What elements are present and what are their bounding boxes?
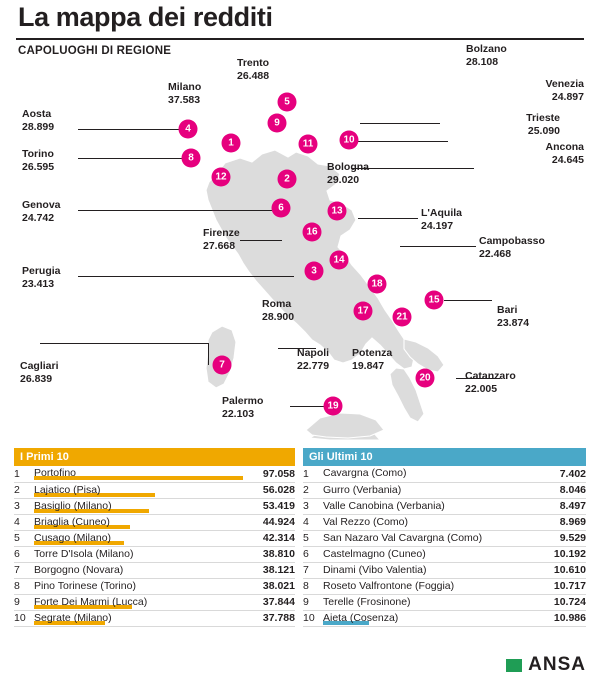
row-position: 3 (303, 500, 309, 512)
map-label-trento (237, 57, 269, 82)
row-position: 6 (303, 548, 309, 560)
table-row[interactable] (303, 514, 586, 530)
table-row[interactable] (303, 546, 586, 562)
map-dot-18[interactable]: 18 (368, 275, 387, 294)
row-value: 9.529 (559, 532, 586, 544)
map-label-bologna-name: Bologna (327, 161, 369, 173)
map-label-ancona-name: Ancona (545, 141, 584, 153)
map-dot-6[interactable]: 6 (272, 199, 291, 218)
map-dot-19[interactable]: 19 (324, 397, 343, 416)
map-label-napoli-name: Napoli (297, 347, 330, 359)
map-label-trento-value: 26.488 (237, 69, 270, 82)
table-row[interactable] (14, 578, 295, 594)
map-dot-15[interactable]: 15 (425, 291, 444, 310)
map-label-cagliari-name: Cagliari (20, 360, 59, 372)
map-label-perugia (22, 265, 61, 290)
map-dot-10[interactable]: 10 (340, 131, 359, 150)
leader-line-ancona (352, 168, 474, 169)
row-position: 10 (14, 612, 26, 624)
map-label-cagliari-value: 26.839 (20, 372, 53, 385)
leader-line-torino (78, 158, 186, 159)
row-position: 9 (303, 596, 309, 608)
map-label-aosta-value: 28.899 (22, 120, 55, 133)
map-label-milano (168, 81, 201, 106)
table-bottom10-heading: Gli Ultimi 10 (303, 448, 586, 466)
map-label-catanzaro-value: 22.005 (465, 382, 498, 395)
row-value: 53.419 (262, 500, 295, 512)
leader-line-cagliari-v (208, 343, 209, 365)
map-label-roma (262, 298, 294, 323)
leader-line-aosta (78, 129, 186, 130)
leader-line-trieste (352, 141, 448, 142)
footer (528, 654, 586, 674)
map-label-trento-name: Trento (237, 57, 270, 69)
map-label-ancona (476, 141, 584, 166)
map-label-venezia-name: Venezia (545, 78, 584, 90)
row-name: Val Rezzo (Como) (323, 515, 408, 528)
map-dot-8[interactable]: 8 (182, 149, 201, 168)
row-value: 8.497 (559, 500, 586, 512)
map-label-bolzano-value: 28.108 (466, 55, 499, 68)
row-value: 8.969 (559, 516, 586, 528)
map-label-milano-value: 37.583 (168, 93, 201, 106)
row-value: 10.724 (553, 596, 586, 608)
row-position: 8 (303, 580, 309, 592)
map-label-potenza (352, 347, 392, 372)
row-value: 38.810 (262, 548, 295, 560)
row-value: 38.121 (262, 564, 295, 576)
map-label-roma-name: Roma (262, 298, 292, 310)
table-bottom10 (303, 448, 586, 627)
map-label-perugia-name: Perugia (22, 265, 61, 277)
row-position: 4 (14, 516, 20, 528)
map-label-napoli (297, 347, 329, 372)
row-position: 5 (14, 532, 20, 544)
table-top10-heading: I Primi 10 (14, 448, 295, 466)
map-dot-5[interactable]: 5 (278, 93, 297, 112)
map-label-cagliari (20, 360, 59, 385)
map-label-torino-value: 26.595 (22, 160, 55, 173)
table-row[interactable] (14, 498, 295, 514)
row-name: Pino Torinese (Torino) (34, 579, 136, 592)
table-row[interactable] (14, 482, 295, 498)
row-name: Portofino (34, 466, 243, 482)
row-value: 10.610 (553, 564, 586, 576)
page-subtitle: CAPOLUOGHI DI REGIONE (18, 45, 172, 57)
map-dot-12[interactable]: 12 (212, 168, 231, 187)
table-row[interactable] (303, 498, 586, 514)
ansa-logo-mark-icon (506, 659, 522, 672)
leader-line-perugia (78, 276, 294, 277)
row-name: Basiglio (Milano) (34, 498, 243, 514)
map-label-milano-name: Milano (168, 81, 202, 93)
map-label-ancona-value: 24.645 (551, 153, 584, 166)
row-value: 42.314 (262, 532, 295, 544)
map-label-palermo (222, 395, 263, 420)
map-dot-1[interactable]: 1 (222, 134, 241, 153)
row-position: 10 (303, 612, 315, 624)
row-position: 7 (14, 564, 20, 576)
map-dot-17[interactable]: 17 (354, 302, 373, 321)
row-position: 1 (14, 467, 20, 480)
map-label-firenze-value: 27.668 (203, 239, 236, 252)
map-label-trieste (452, 112, 560, 137)
map-label-palermo-name: Palermo (222, 395, 264, 407)
row-position: 8 (14, 580, 20, 592)
map-label-trieste-name: Trieste (526, 112, 560, 124)
map-label-bologna (327, 161, 369, 186)
table-row[interactable] (14, 562, 295, 578)
table-top10-body (14, 466, 295, 627)
row-value: 37.788 (262, 612, 295, 624)
row-name: Briaglia (Cuneo) (34, 514, 243, 530)
row-name: Borgogno (Novara) (34, 563, 124, 576)
table-row[interactable] (303, 530, 586, 546)
map-label-venezia-value: 24.897 (551, 90, 584, 103)
row-name: San Nazaro Val Cavargna (Como) (323, 531, 483, 544)
map-dot-21[interactable]: 21 (393, 308, 412, 327)
leader-line-laquila (358, 218, 418, 219)
map-label-aosta-name: Aosta (22, 108, 52, 120)
row-name: Terelle (Frosinone) (323, 595, 411, 608)
leader-line-genova (78, 210, 274, 211)
map-label-bologna-value: 29.020 (327, 173, 360, 186)
row-name: Lajatico (Pisa) (34, 482, 243, 498)
map-dot-16[interactable]: 16 (303, 223, 322, 242)
map-label-genova (22, 199, 61, 224)
row-name: Aieta (Cosenza) (323, 611, 399, 624)
map-label-bari-value: 23.874 (497, 316, 530, 329)
row-value: 8.046 (559, 484, 586, 496)
map-label-napoli-value: 22.779 (297, 359, 330, 372)
map-label-bari (497, 304, 529, 329)
table-row[interactable] (303, 482, 586, 498)
leader-line-bari (444, 300, 492, 301)
map-label-torino-name: Torino (22, 148, 54, 160)
map-dot-14[interactable]: 14 (330, 251, 349, 270)
row-value: 10.192 (553, 548, 586, 560)
map-label-roma-value: 28.900 (262, 310, 295, 323)
map-dot-13[interactable]: 13 (328, 202, 347, 221)
table-row[interactable] (14, 546, 295, 562)
leader-line-venezia (360, 123, 440, 124)
map-label-catanzaro-name: Catanzaro (465, 370, 516, 382)
row-position: 2 (303, 484, 309, 496)
row-position: 3 (14, 500, 20, 512)
row-value: 7.402 (559, 467, 586, 480)
row-name: Torre D'Isola (Milano) (34, 547, 134, 560)
ranking-tables (0, 448, 600, 648)
table-row[interactable] (14, 594, 295, 610)
row-value: 37.844 (262, 596, 295, 608)
map-label-laquila-name: L'Aquila (421, 207, 462, 219)
table-row[interactable] (14, 530, 295, 546)
map-label-palermo-value: 22.103 (222, 407, 255, 420)
row-value: 44.924 (262, 516, 295, 528)
row-name: Segrate (Milano) (34, 611, 112, 624)
row-position: 4 (303, 516, 309, 528)
map-label-bolzano-name: Bolzano (466, 43, 507, 55)
map-label-catanzaro (465, 370, 516, 395)
map-label-genova-name: Genova (22, 199, 61, 211)
table-row[interactable] (303, 578, 586, 594)
map-label-campobasso-name: Campobasso (479, 235, 545, 247)
map-label-bari-name: Bari (497, 304, 518, 316)
row-value: 38.021 (262, 580, 295, 592)
table-row[interactable] (303, 466, 586, 482)
ansa-wordmark: ANSA (528, 654, 586, 675)
map-label-campobasso (479, 235, 545, 260)
map-dot-2[interactable]: 2 (278, 170, 297, 189)
table-row[interactable] (14, 466, 295, 482)
table-row[interactable] (303, 562, 586, 578)
map-label-aosta (22, 108, 54, 133)
map-label-firenze-name: Firenze (203, 227, 240, 239)
row-value: 97.058 (262, 467, 295, 480)
page-title: La mappa dei redditi (18, 2, 273, 32)
table-top10 (14, 448, 295, 627)
map-label-genova-value: 24.742 (22, 211, 55, 224)
map-label-bolzano (466, 43, 507, 68)
table-bottom10-body (303, 466, 586, 627)
map-label-perugia-value: 23.413 (22, 277, 55, 290)
row-position: 1 (303, 467, 309, 480)
row-name: Forte Dei Marmi (Lucca) (34, 595, 148, 608)
map-dot-9[interactable]: 9 (268, 114, 287, 133)
map-dot-20[interactable]: 20 (416, 369, 435, 388)
table-row[interactable] (14, 514, 295, 530)
map-label-venezia (476, 78, 584, 103)
map-dot-4[interactable]: 4 (179, 120, 198, 139)
map-dot-11[interactable]: 11 (299, 135, 318, 154)
row-name: Castelmagno (Cuneo) (323, 547, 426, 560)
row-position: 5 (303, 532, 309, 544)
row-value: 10.717 (553, 580, 586, 592)
map-label-potenza-value: 19.847 (352, 359, 385, 372)
row-name: Roseto Valfrontone (Foggia) (323, 579, 455, 592)
table-row[interactable] (14, 610, 295, 626)
map-label-laquila (421, 207, 462, 232)
map-dot-3[interactable]: 3 (305, 262, 324, 281)
row-value: 10.986 (553, 612, 586, 624)
row-name: Valle Canobina (Verbania) (323, 499, 445, 512)
row-position: 6 (14, 548, 20, 560)
row-name: Gurro (Verbania) (323, 483, 402, 496)
map-label-torino (22, 148, 54, 173)
map-label-campobasso-value: 22.468 (479, 247, 512, 260)
map-dot-7[interactable]: 7 (213, 356, 232, 375)
row-position: 2 (14, 484, 20, 496)
leader-line-palermo (290, 406, 328, 407)
header-divider (16, 38, 584, 40)
map-label-potenza-name: Potenza (352, 347, 393, 359)
row-position: 9 (14, 596, 20, 608)
table-row[interactable] (303, 594, 586, 610)
row-name: Dinami (Vibo Valentia) (323, 563, 427, 576)
row-position: 7 (303, 564, 309, 576)
row-name: Cavargna (Como) (323, 467, 407, 480)
row-name: Cusago (Milano) (34, 530, 243, 546)
map-label-firenze (203, 227, 240, 252)
leader-line-cagliari (40, 343, 208, 344)
leader-line-firenze (240, 240, 282, 241)
table-row[interactable] (303, 610, 586, 626)
row-value: 56.028 (262, 484, 295, 496)
map-label-trieste-value: 25.090 (527, 124, 560, 137)
leader-line-campobasso (400, 246, 476, 247)
map-label-laquila-value: 24.197 (421, 219, 454, 232)
